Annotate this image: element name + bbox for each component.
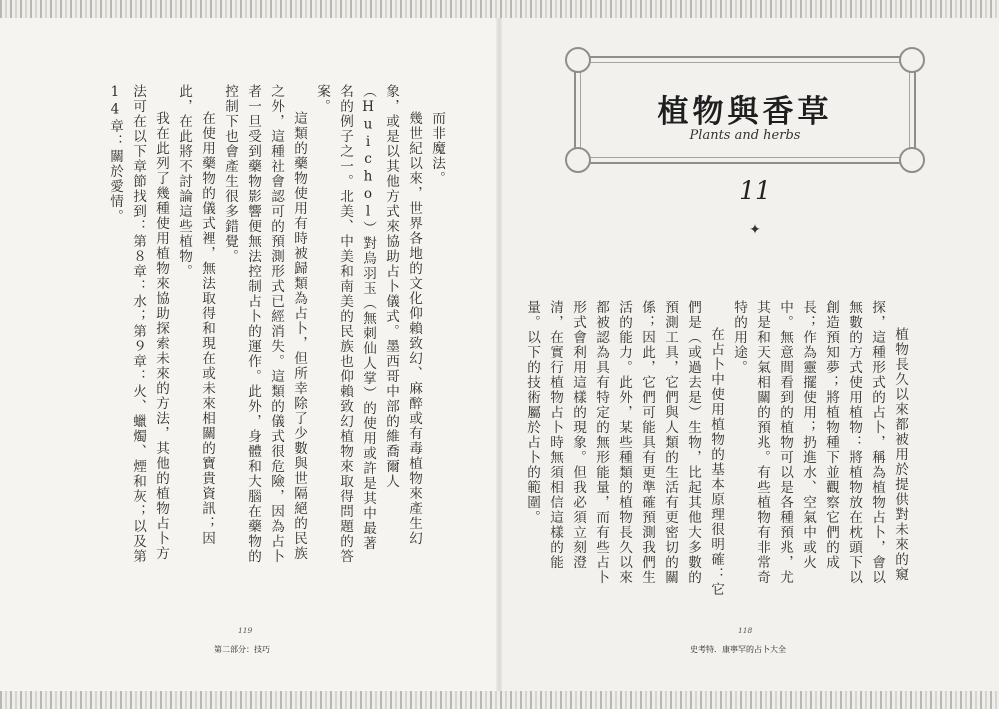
right-running-footer: 史考特．康寧罕的占卜大全 <box>690 645 786 654</box>
left-paragraph-2: 幾世紀以來，世界各地的文化仰賴致幻、麻醉或有毒植物來產生幻象，或是以其他方式來協助占卜儀式。墨西哥中部的維喬爾人（Huichol）對烏羽玉（無刺仙人掌）的使用或許是其中最著名的例子之一。北美、中美和南美的民族也仰賴致幻植物來取得問題的答案。 <box>314 84 422 564</box>
left-paragraph-5: 我在此列了幾種使用植物來協助探索未來的方法，其他的植物占卜方法可在以下章節找到：第８章：水；第９章：火、蠟燭、煙和灰；以及第14章：關於愛情。 <box>107 84 169 564</box>
left-paragraph-4: 在使用藥物的儀式裡，無法取得和現在或未來相關的寶貴資訊；因此，在此將不討論這些植物。 <box>176 84 215 547</box>
left-page-number: 119 <box>238 626 253 635</box>
left-page-body <box>107 84 448 564</box>
left-paragraph-3: 這類的藥物使用有時被歸類為占卜，但所幸除了少數與世隔絕的民族之外，這種社會認可的預測形式已經消失。這類的儀式很危險，因為占卜者一旦受到藥物影響便無法控制占卜的運作。此外，身體和大腦在藥物的控制下也會產生很多錯覺。 <box>222 84 307 564</box>
frame-corner-ornament <box>565 147 591 173</box>
right-paragraph-1: 植物長久以來都被用於提供對未來的窺探，這種形式的占卜，稱為植物占卜，會以無數的方式使用植物：將植物放在枕頭下以創造預知夢；將植物種下並觀察它們的成長；作為靈擺使用；扔進水、空氣中或火中。無意間看到的植物可以是各種預兆，尤其是和天氣相關的預兆。有些植物有非常奇特的用途。 <box>731 300 908 585</box>
chapter-subtitle: Plants and herbs <box>689 128 801 143</box>
left-running-footer: 第二部分：技巧 <box>214 645 270 654</box>
right-page-body <box>524 300 911 598</box>
book-gutter <box>496 18 502 691</box>
right-page-number: 118 <box>738 626 753 635</box>
top-decorative-border <box>0 0 999 19</box>
frame-corner-ornament <box>899 147 925 173</box>
bottom-decorative-border <box>0 690 999 709</box>
ornament-star-icon: ✦ <box>749 222 761 238</box>
frame-corner-ornament <box>565 47 591 73</box>
left-paragraph-1: 而非魔法。 <box>429 111 445 187</box>
right-paragraph-2: 在占卜中使用植物的基本原理很明確：它們是（或過去是）生物，比起其他大多數的預測工具，它們與人類的生活有更密切的關係；因此，它們可能具有更準確預測我們生活的能力。此外，某些種類的植物長久以來都被認為具有特定的無形能量，而有些占卜形式會利用這樣的現象。但我必須立刻澄清，在實行植物占卜時無須相信這樣的能量。以下的技術屬於占卜的範圍。 <box>524 300 724 598</box>
chapter-title: 植物與香草 <box>657 94 833 130</box>
chapter-title-frame <box>574 56 916 164</box>
frame-corner-ornament <box>899 47 925 73</box>
chapter-number: 11 <box>739 176 771 205</box>
